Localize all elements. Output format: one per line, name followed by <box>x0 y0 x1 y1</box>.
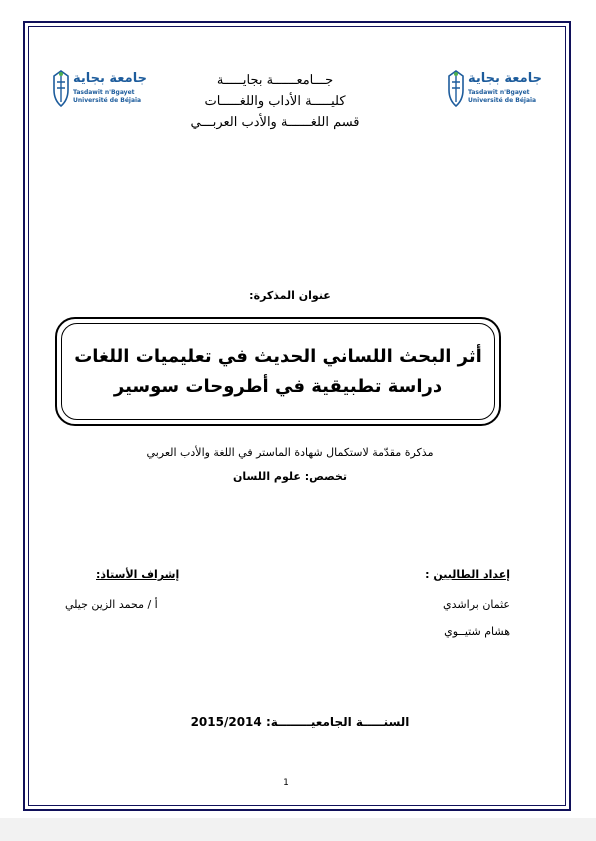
students-heading-label: إعداد الطالبين <box>433 568 510 581</box>
university-logo-left <box>52 70 147 110</box>
university-name: جـــامعــــــة بجايـــــة <box>216 73 334 88</box>
logo-latin-line2: Université de Béjaïa <box>468 97 537 104</box>
student-name: عثمان براشدي <box>443 598 510 611</box>
institution-header <box>150 70 400 133</box>
logo-arabic-name: جامعة بجاية <box>73 71 147 86</box>
department-name: قسم اللغــــــة والأدب العربـــي <box>190 115 360 130</box>
thesis-title-line2: دراسة تطبيقية في أطروحات سوسير <box>113 375 443 397</box>
students-heading-suffix: : <box>425 568 434 581</box>
logo-latin-line1: Tasdawit n'Bgayet <box>468 89 530 96</box>
supervisor-heading: إشراف الأستاذ: <box>96 568 180 581</box>
thesis-title-label: عنوان المذكرة: <box>249 289 331 302</box>
thesis-title-line1: أثر البحث اللساني الحديث في تعليميات اللغات <box>74 345 482 367</box>
student-name: هشام شتيــوي <box>444 625 510 638</box>
university-emblem-icon <box>52 70 70 108</box>
academic-year: السنـــــة الجامعيــــــــة: 2015/2014 <box>190 715 410 729</box>
page-bottom-strip <box>0 818 596 841</box>
logo-latin-line1: Tasdawit n'Bgayet <box>73 89 135 96</box>
faculty-name: كليـــــة الأداب واللغـــــات <box>204 94 346 109</box>
students-heading <box>425 568 510 581</box>
university-emblem-icon <box>447 70 465 108</box>
degree-note: مذكرة مقدّمة لاستكمال شهادة الماستر في اللغة والأدب العربي <box>146 446 434 459</box>
logo-arabic-name: جامعة بجاية <box>468 71 542 86</box>
title-frame-inner <box>61 323 495 420</box>
logo-latin-line2: Université de Béjaïa <box>73 97 142 104</box>
specialty: تخصص: علوم اللسان <box>232 470 348 483</box>
university-logo-right <box>447 70 542 110</box>
supervisor-name: أ / محمد الزين جيلي <box>65 598 158 611</box>
page-number: 1 <box>283 778 289 788</box>
